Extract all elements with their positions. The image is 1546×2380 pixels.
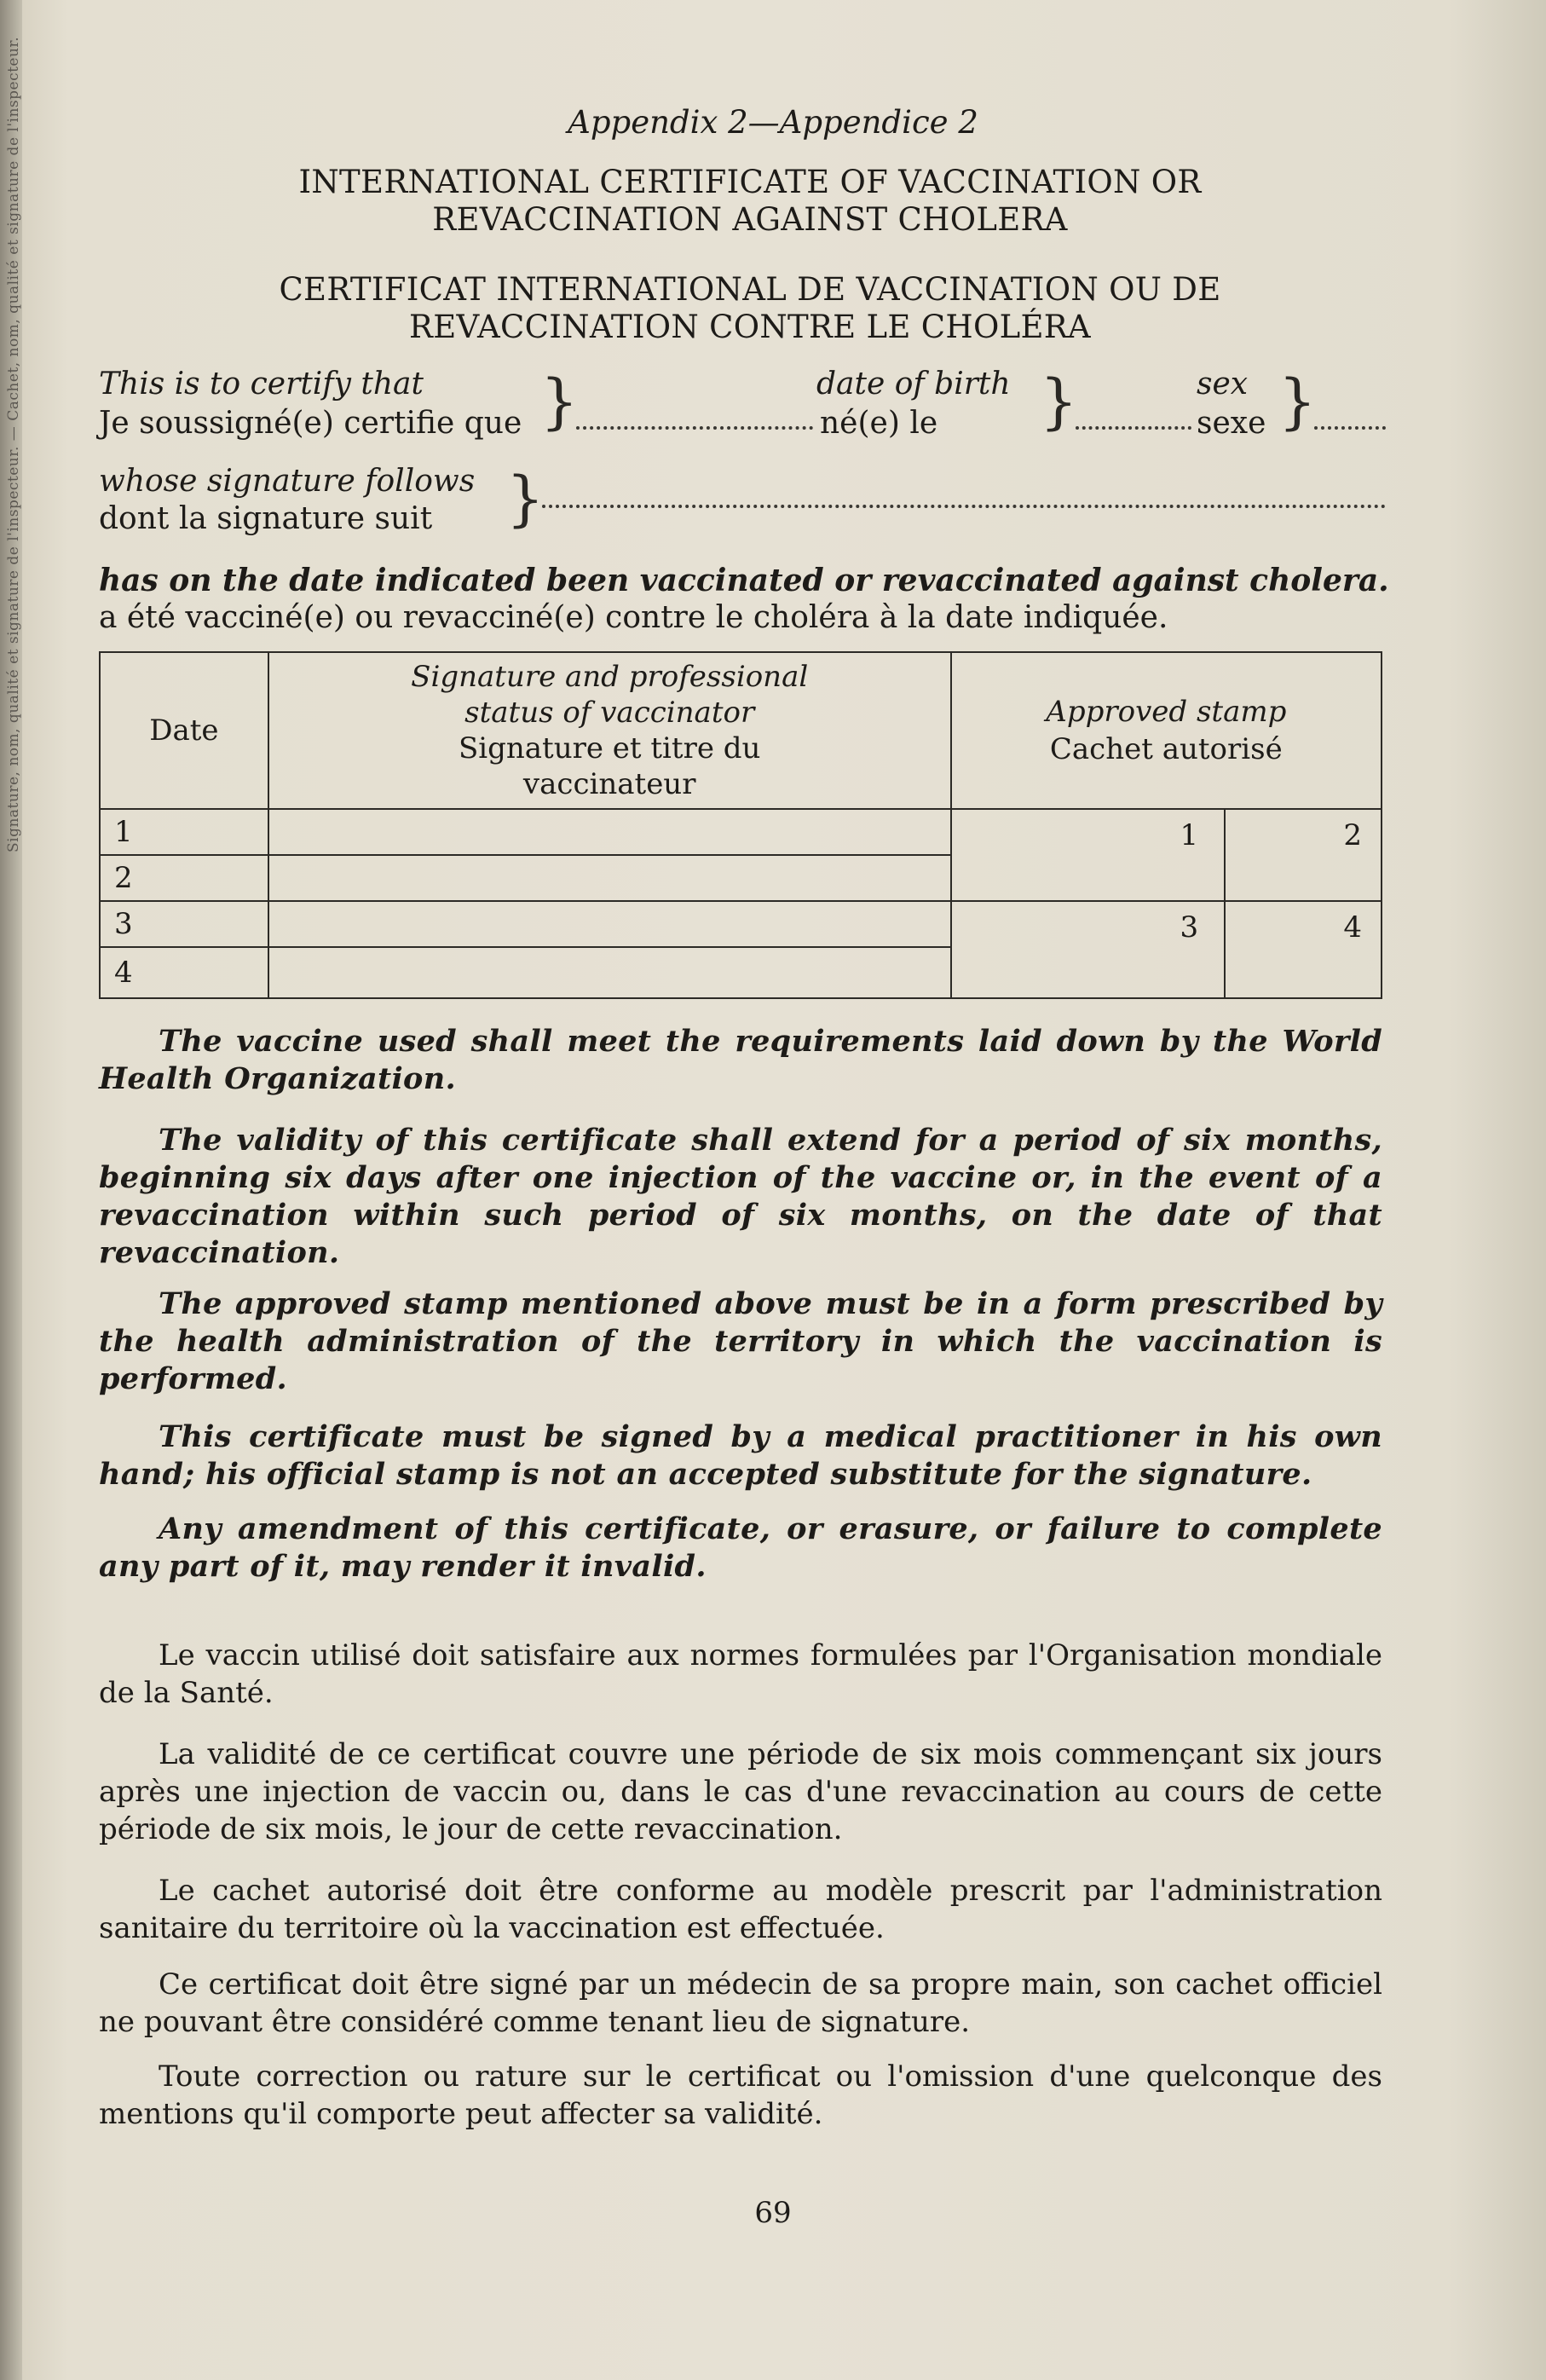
brace-icon: } (1278, 367, 1317, 436)
header-signature-fr-2: vaccinateur (522, 767, 696, 801)
statement-fr: a été vacciné(e) ou revacciné(e) contre le choléra à la date indiquée. (99, 600, 1168, 635)
header-signature-en-2: status of vaccinator (464, 696, 755, 730)
table-header-row (100, 652, 1382, 809)
paragraph-fr-signature: Ce certificat doit être signé par un médecin de sa propre main, son cachet officiel ne pouvant être considéré comme tenant lieu de signature. (99, 1967, 1382, 2039)
signature-cell[interactable] (268, 901, 951, 947)
header-stamp-en: Approved stamp (1046, 695, 1287, 729)
paragraph-en-requirements: The vaccine used shall meet the requirements laid down by the World Health Organization. (99, 1024, 1382, 1096)
paragraph-fr-normes: Le vaccin utilisé doit satisfaire aux normes formulées par l'Organisation mondiale de la Santé. (99, 1638, 1382, 1710)
paragraph-fr-validite: La validité de ce certificat couvre une période de six mois commençant six jours après une injection de vaccin ou, dans le cas d'une revaccination au cours de cette période de six mois, le jour de cette revaccination. (99, 1737, 1382, 1846)
title-english-line-1: INTERNATIONAL CERTIFICATE OF VACCINATION OR (298, 164, 1202, 200)
title-english (119, 164, 1381, 239)
header-stamp-fr: Cachet autorisé (1049, 732, 1283, 766)
sex-label-fr: sexe (1197, 406, 1266, 441)
stamp-cell[interactable]: 2 (1225, 809, 1382, 901)
title-french-line-1: CERTIFICAT INTERNATIONAL DE VACCINATION OU DE (279, 271, 1221, 308)
header-signature-en-1: Signature and professional (411, 660, 809, 694)
table-row (100, 809, 1382, 855)
sex-label-en: sex (1197, 367, 1249, 401)
stamp-cell[interactable]: 4 (1225, 901, 1382, 998)
table-row (100, 901, 1382, 947)
row-number: 3 (100, 901, 268, 947)
header-signature (268, 652, 951, 809)
appendix-heading: Appendix 2—Appendice 2 (568, 104, 978, 141)
signature-label-fr: dont la signature suit (99, 501, 433, 536)
paragraph-en-amendment: Any amendment of this certificate, or erasure, or failure to complete any part of it, may render it invalid. (99, 1511, 1382, 1584)
sex-blank[interactable] (1314, 426, 1386, 430)
stamp-cell[interactable]: 3 (951, 901, 1226, 998)
header-date (100, 652, 268, 809)
margin-note: Signature, nom, qualité et signature de l'inspecteur. — Cachet, nom, qualité et signature de l'inspecteur. (5, 36, 22, 852)
certify-label-en: This is to certify that (99, 367, 424, 401)
vaccination-table (99, 651, 1382, 999)
signature-label-en: whose signature follows (99, 464, 476, 499)
paragraph-en-stamp: The approved stamp mentioned above must be in a form prescribed by the health administration of the territory in which the vaccination is performed. (99, 1286, 1382, 1396)
signature-cell[interactable] (268, 809, 951, 855)
name-blank[interactable] (576, 426, 813, 430)
signature-blank[interactable] (542, 505, 1386, 508)
header-stamp (951, 652, 1382, 809)
header-signature-fr-1: Signature et titre du (458, 731, 761, 765)
dob-blank[interactable] (1076, 426, 1191, 430)
row-number: 2 (100, 855, 268, 901)
paragraph-fr-cachet: Le cachet autorisé doit être conforme au modèle prescrit par l'administration sanitaire du territoire où la vaccination est effectuée. (99, 1874, 1382, 1945)
paragraph-fr-correction: Toute correction ou rature sur le certificat ou l'omission d'une quelconque des mentions qu'il comporte peut affecter sa validité. (99, 2059, 1382, 2131)
row-number: 4 (100, 947, 268, 998)
paragraph-en-validity: The validity of this certificate shall extend for a period of six months, beginning six days after one injection of the vaccine or, in the event of a revaccination within such period of six months, on the date of that revaccination. (99, 1123, 1382, 1270)
title-french (119, 271, 1381, 346)
title-english-line-2: REVACCINATION AGAINST CHOLERA (432, 201, 1068, 238)
header-date-label: Date (149, 713, 219, 748)
page-number: 69 (754, 2196, 792, 2230)
signature-cell[interactable] (268, 947, 951, 998)
dob-label-fr: né(e) le (820, 406, 938, 441)
brace-icon: } (540, 367, 579, 436)
statement-en: has on the date indicated been vaccinated or revaccinated against cholera. (99, 563, 1389, 598)
paragraph-en-signature: This certificate must be signed by a medical practitioner in his own hand; his official stamp is not an accepted substitute for the signature. (99, 1419, 1382, 1492)
brace-icon: } (1040, 367, 1078, 436)
certify-label-fr: Je soussigné(e) certifie que (99, 406, 522, 441)
dob-label-en: date of birth (816, 367, 1011, 401)
brace-icon: } (506, 464, 545, 534)
stamp-cell[interactable]: 1 (951, 809, 1226, 901)
signature-cell[interactable] (268, 855, 951, 901)
row-number: 1 (100, 809, 268, 855)
title-french-line-2: REVACCINATION CONTRE LE CHOLÉRA (409, 309, 1091, 345)
